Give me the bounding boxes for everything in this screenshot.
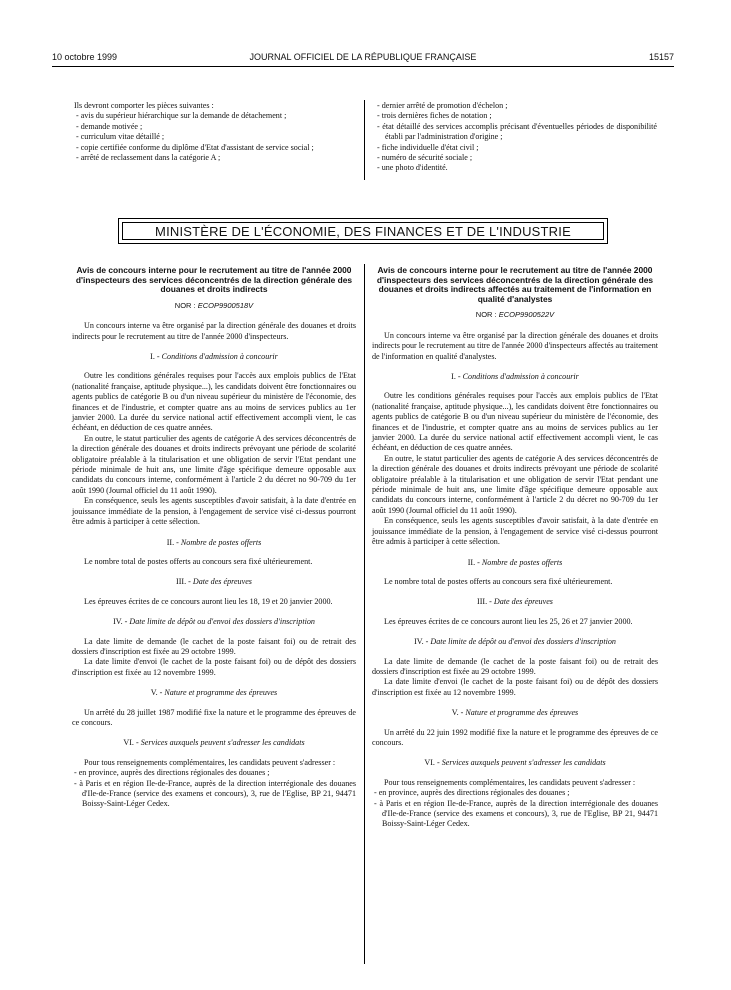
list-item: - copie certifiée conforme du diplôme d'Etat d'assistant de service social ; (76, 142, 314, 152)
article-right (372, 266, 658, 830)
paragraph: Outre les conditions générales requises pour l'accès aux emplois publics de l'Etat (nationalité française, aptitude physique...), les candidats doivent être fonctionnaires ou agents publics de catégorie B ou d'un niveau supérieur du ministère de l'économie, des finances et de l'industrie, et compter quatre ans au moins de services publics au 1er janvier 2000. La durée du service national actif effectivement accompli vient, le cas échéant, en déduction de ces quatre années. (72, 371, 356, 433)
list-item: - trois dernières fiches de notation ; (377, 111, 492, 121)
section-heading (72, 538, 356, 548)
section-heading (372, 758, 658, 768)
section-number: II. - (166, 537, 179, 547)
article-title: Avis de concours interne pour le recrutement au titre de l'année 2000 d'inspecteurs des services déconcentrés de la direction générale des douanes et droits indirects (75, 265, 353, 295)
paragraph: La date limite de demande (le cachet de la poste faisant foi) ou de retrait des dossiers d'inscription est fixée au 29 octobre 1999. (72, 636, 356, 656)
section-heading (372, 597, 658, 607)
header-rule (52, 66, 674, 67)
list-item: - à Paris et en région Ile-de-France, auprès de la direction interrégionale des douanes d'Ile-de-France (service des examens et concours), 3, rue de l'Eglise, BP 21, 94471 Boissy-Saint-Léger Cedex. (74, 778, 356, 809)
list-item: - numéro de sécurité sociale ; (377, 153, 473, 163)
list-item: - à Paris et en région Ile-de-France, auprès de la direction interrégionale des douanes d'Ile-de-France (service des examens et concours), 3, rue de l'Eglise, BP 21, 94471 Boissy-Saint-Léger Cedex. (374, 798, 658, 829)
section-number: II. - (467, 557, 480, 567)
ministry-name: MINISTÈRE DE L'ÉCONOMIE, DES FINANCES ET DE L'INDUSTRIE (122, 222, 604, 240)
section-number: III. - (176, 577, 191, 587)
list-item: - dernier arrêté de promotion d'échelon ; (377, 101, 508, 110)
nor-label: NOR : (174, 300, 196, 310)
section-number: VI. - (424, 758, 440, 768)
section-heading (72, 577, 356, 587)
article-title: Avis de concours interne pour le recrutement au titre de l'année 2000 d'inspecteurs des services déconcentrés de la direction générale des douanes et droits indirects affectés au traitement de l'information en qualité d'analystes (376, 265, 654, 304)
article-left (72, 266, 356, 810)
section-title: Services auxquels peuvent s'adresser les candidats (140, 738, 305, 748)
list-item: - en province, auprès des directions régionales des douanes ; (74, 768, 270, 778)
paragraph: En outre, le statut particulier des agents de catégorie A des services déconcentrés de la direction générale des douanes et droits indirects prévoyant une période de scolarité obligatoire préalable à la titularisation et une obligation de servir l'Etat pendant une période minimale de huit ans, une limite d'âge spécifique demeure opposable aux candidats du concours interne, conformément à l'article 2 du décret no 90-709 du 1er août 1990 (Journal officiel du 11 août 1990). (372, 453, 658, 515)
column-divider (364, 264, 365, 964)
paragraph: En conséquence, seuls les agents susceptibles d'avoir satisfait, à la date d'entrée en jouissance immédiate de la pension, à l'engagement de service visé ci-dessus pourront être admis à participer à cette sélection. (372, 516, 658, 547)
paragraph: Un arrêté du 22 juin 1992 modifié fixe la nature et le programme des épreuves de ce concours. (372, 727, 658, 747)
paragraph: Pour tous renseignements complémentaires, les candidats peuvent s'adresser : (384, 777, 636, 787)
section-title: Date des épreuves (192, 577, 252, 587)
list-item: - avis du supérieur hiérarchique sur la demande de détachement ; (76, 111, 287, 121)
section-heading (372, 372, 658, 382)
paragraph: Pour tous renseignements complémentaires, les candidats peuvent s'adresser : (84, 757, 336, 767)
section-title: Nombre de postes offerts (180, 537, 262, 547)
section-number: III. - (477, 597, 492, 607)
section-title: Nature et programme des épreuves (465, 708, 579, 718)
section-number: V. - (150, 688, 163, 698)
list-item: - fiche individuelle d'état civil ; (377, 142, 479, 152)
paragraph: En outre, le statut particulier des agents de catégorie A des services déconcentrés de la direction générale des douanes et droits indirects prévoyant une période de scolarité obligatoire préalable à la titularisation et une obligation de servir l'Etat pendant une période minimale de huit ans, une limite d'âge spécifique demeure opposable aux candidats du concours interne, conformément à l'article 2 du décret no 90-709 du 1er août 1990 (Journal officiel du 11 août 1990). (72, 433, 356, 495)
list-item: - état détaillé des services accomplis précisant d'éventuelles périodes de disponibilité établi par l'administration d'origine ; (377, 121, 657, 142)
list-item: - une photo d'identité. (377, 163, 448, 173)
list-item: - curriculum vitae détaillé ; (76, 132, 165, 142)
paragraph: Un arrêté du 28 juillet 1987 modifié fixe la nature et le programme des épreuves de ce concours. (72, 707, 356, 727)
paragraph: Outre les conditions générales requises pour l'accès aux emplois publics de l'Etat (nationalité française, aptitude physique...), les candidats doivent être fonctionnaires ou agents publics de catégorie B ou d'un niveau supérieur du ministère de l'économie, des finances et de l'industrie, et compter quatre ans au moins de services publics au 1er janvier 2000. La durée du service national actif effectivement accompli vient, le cas échéant, en déduction de ces quatre années. (372, 391, 658, 453)
section-heading (72, 738, 356, 748)
header-date: 10 octobre 1999 (52, 52, 118, 62)
section-heading (72, 617, 356, 627)
paragraph: La date limite d'envoi (le cachet de la poste faisant foi) ou de dépôt des dossiers d'inscription est fixée au 12 novembre 1999. (72, 657, 356, 677)
top-right-list (375, 101, 657, 174)
column-divider (364, 100, 365, 180)
intro-paragraph: Un concours interne va être organisé par la direction générale des douanes et droits indirects pour le recrutement au titre de l'année 2000 d'inspecteurs. (72, 321, 356, 341)
section-title: Services auxquels peuvent s'adresser les candidats (441, 758, 606, 768)
section-number: I. - (150, 352, 160, 361)
section-title: Conditions d'admission à concourir (161, 352, 278, 361)
nor-code: ECOP9900522V (498, 310, 555, 320)
nor-code: ECOP9900518V (197, 300, 254, 310)
section-heading (72, 352, 356, 362)
section-title: Date limite de dépôt ou d'envoi des dossiers d'inscription (129, 617, 315, 627)
header-journal-title: JOURNAL OFFICIEL DE LA RÉPUBLIQUE FRANÇAISE (249, 52, 477, 62)
paragraph: La date limite d'envoi (le cachet de la poste faisant foi) ou de dépôt des dossiers d'inscription est fixée au 12 novembre 1999. (372, 677, 658, 697)
list-item: - demande motivée ; (76, 121, 143, 131)
list-intro: Ils devront comporter les pièces suivantes : (74, 101, 214, 110)
paragraph: La date limite de demande (le cachet de la poste faisant foi) ou de retrait des dossiers d'inscription est fixée au 29 octobre 1999. (372, 656, 658, 676)
section-title: Date limite de dépôt ou d'envoi des dossiers d'inscription (430, 637, 616, 647)
paragraph: Le nombre total de postes offerts au concours sera fixé ultérieurement. (384, 576, 613, 586)
nor-label: NOR : (475, 310, 497, 320)
section-heading (372, 558, 658, 568)
list-item: - en province, auprès des directions régionales des douanes ; (374, 788, 570, 798)
section-title: Nature et programme des épreuves (164, 688, 278, 698)
paragraph: Les épreuves écrites de ce concours auront lieu les 25, 26 et 27 janvier 2000. (384, 616, 633, 626)
section-title: Date des épreuves (493, 597, 553, 607)
paragraph: En conséquence, seuls les agents susceptibles d'avoir satisfait, à la date d'entrée en jouissance immédiate de la pension, à l'engagement de service visé ci-dessus pourront être admis à participer à cette sélection. (72, 496, 356, 527)
ministry-banner (118, 218, 608, 244)
page-header (52, 52, 674, 66)
section-number: I. - (451, 372, 461, 381)
header-page-number: 15157 (648, 52, 674, 62)
section-title: Nombre de postes offerts (481, 557, 563, 567)
paragraph: Les épreuves écrites de ce concours auront lieu les 18, 19 et 20 janvier 2000. (84, 596, 333, 606)
section-heading (372, 637, 658, 647)
section-title: Conditions d'admission à concourir (462, 372, 579, 381)
section-heading (372, 708, 658, 718)
section-number: VI. - (123, 738, 139, 748)
nor-reference (372, 310, 658, 320)
list-item: - arrêté de reclassement dans la catégorie A ; (76, 153, 221, 163)
section-number: V. - (451, 708, 464, 718)
paragraph: Le nombre total de postes offerts au concours sera fixé ultérieurement. (84, 556, 313, 566)
section-number: IV. - (113, 617, 128, 627)
nor-reference (72, 301, 356, 311)
section-heading (72, 688, 356, 698)
intro-paragraph: Un concours interne va être organisé par la direction générale des douanes et droits indirects pour le recrutement au titre de l'année 2000 d'inspecteurs affectés au traitement de l'information en qualité d'analystes. (372, 330, 658, 361)
top-left-list (74, 101, 356, 163)
section-number: IV. - (414, 637, 429, 647)
